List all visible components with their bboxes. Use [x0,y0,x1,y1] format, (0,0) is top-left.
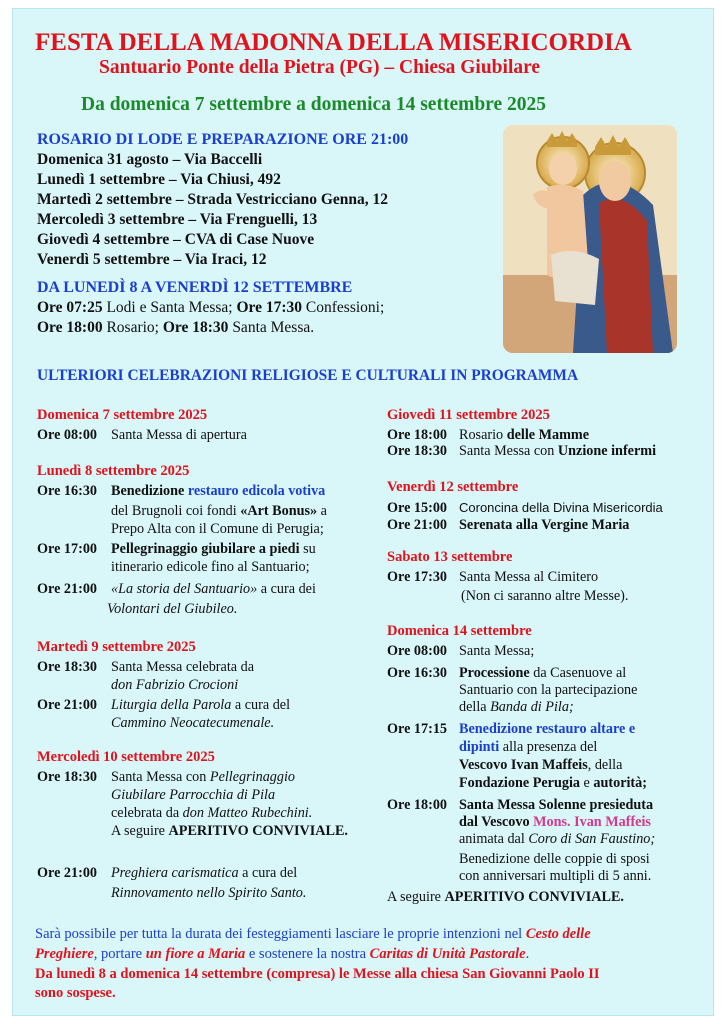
time: Ore 16:30 [387,665,448,681]
event-line: itinerario edicole fino al Santuario; [111,559,310,575]
day-title: Domenica 7 settembre 2025 [37,407,208,423]
event-line: Volontari del Giubileo. [107,601,238,617]
rosario-item: Mercoledì 3 settembre – Via Frenguelli, 13 [37,211,318,228]
time: Ore 17:30 [236,299,303,316]
event-line: dal Vescovo Mons. Ivan Maffeis [459,814,651,830]
day-title: Martedì 9 settembre 2025 [37,639,196,655]
event-line: Rinnovamento nello Spirito Santo. [111,885,307,901]
event-line: A seguire APERITIVO CONVIVIALE. [111,823,348,839]
event-line: Ore 17:15 Benedizione restauro altare e [387,721,636,737]
program-heading: ULTERIORI CELEBRAZIONI RELIGIOSE E CULTURALI IN PROGRAMMA [37,367,579,384]
time: Ore 21:00 [37,865,98,881]
day-title: Lunedì 8 settembre 2025 [37,463,190,479]
weekdays-line-1: Ore 07:25 Lodi e Santa Messa; Ore 17:30 Confessioni; [37,299,385,316]
event-line: Giubilare Parrocchia di Pila [111,787,276,803]
time: Ore 18:30 [387,443,448,459]
event-line: Ore 16:30 Processione da Casenuove al [387,665,627,681]
time: Ore 08:00 [37,427,98,443]
event-line: (Non ci saranno altre Messe). [461,588,629,604]
time: Ore 17:15 [387,721,448,737]
event-line: con anniversari multipli di 5 anni. [459,868,652,884]
event-line: Santuario con la partecipazione [459,682,638,698]
event-line: Benedizione delle coppie di sposi [459,851,650,867]
footer-line-4: sono sospese. [35,985,116,1001]
time: Ore 17:30 [387,569,448,585]
rosario-item: Venerdì 5 settembre – Via Iraci, 12 [37,251,267,268]
event-line: Prepo Alta con il Comune di Perugia; [111,521,324,537]
event-line: Ore 21:00 Liturgia della Parola a cura del [37,697,291,713]
poster [12,8,714,1016]
event-line: Ore 16:30 Benedizione restauro edicola votiva [37,483,326,499]
event-line: Cammino Neocatecumenale. [111,715,275,731]
event-line: della Banda di Pila; [459,699,574,715]
day-title: Domenica 14 settembre [387,623,532,639]
footer-line-3: Da lunedì 8 a domenica 14 settembre (compresa) le Messe alla chiesa San Giovanni Paolo II [35,966,600,982]
event-line: Ore 18:00 Santa Messa Solenne presieduta [387,797,654,813]
event-line: Ore 18:30 Santa Messa con Pellegrinaggio [37,769,296,785]
event-line: Fondazione Perugia e autorità; [459,775,647,791]
rosario-item: Giovedì 4 settembre – CVA di Case Nuove [37,231,315,248]
event-line: Ore 21:00 Serenata alla Vergine Maria [387,517,630,533]
time: Ore 21:00 [37,581,98,597]
time: Ore 17:00 [37,541,98,557]
event-line: A seguire APERITIVO CONVIVIALE. [387,889,624,905]
time: Ore 21:00 [37,697,98,713]
time: Ore 18:00 [37,319,103,336]
event-line: celebrata da don Matteo Rubechini. [111,805,313,821]
event-line: Ore 18:30 Santa Messa con Unzione infermi [387,443,657,459]
rosario-heading: ROSARIO DI LODE E PREPARAZIONE ORE 21:00 [37,131,409,148]
day-title: Giovedì 11 settembre 2025 [387,407,550,423]
festa-title: FESTA DELLA MADONNA DELLA MISERICORDIA [35,29,632,56]
day-title: Venerdì 12 settembre [387,479,519,495]
weekdays-line-2: Ore 18:00 Rosario; Ore 18:30 Santa Messa. [37,319,315,336]
event-line: Vescovo Ivan Maffeis, della [459,757,623,773]
madonna-painting [503,125,677,353]
rosario-item: Martedì 2 settembre – Strada Vestricciano Genna, 12 [37,191,388,208]
time: Ore 18:30 [162,319,229,336]
footer-line-2: Preghiere, portare un fiore a Maria e sostenere la nostra Caritas di Unità Pastorale. [35,946,530,962]
day-title: Mercoledì 10 settembre 2025 [37,749,215,765]
event-line: don Fabrizio Crocioni [111,677,239,693]
time: Ore 21:00 [387,517,448,533]
event-line: Ore 17:30 Santa Messa al Cimitero [387,569,599,585]
rosario-item: Domenica 31 agosto – Via Baccelli [37,151,263,168]
event-line: Ore 18:30 Santa Messa celebrata da [37,659,254,675]
time: Ore 16:30 [37,483,98,499]
event-line: del Brugnoli coi fondi «Art Bonus» a [111,503,327,519]
event-line: Ore 08:00 Santa Messa di apertura [37,427,247,443]
sanctuary-subtitle: Santuario Ponte della Pietra (PG) – Chiesa Giubilare [99,57,541,78]
madonna-child-image [503,125,677,353]
time: Ore 07:25 [37,299,103,316]
event-line: Ore 08:00 Santa Messa; [387,643,535,659]
event-line: Ore 21:00 «La storia del Santuario» a cura dei [37,581,316,597]
footer-line-1: Sarà possibile per tutta la durata dei festeggiamenti lasciare le proprie intenzioni nel Cesto delle [35,926,591,942]
time: Ore 18:00 [387,427,448,443]
event-line: Ore 15:00 Coroncina della Divina Misericordia [387,500,663,516]
day-title: Sabato 13 settembre [387,549,513,565]
time: Ore 18:30 [37,659,98,675]
event-line: dipinti alla presenza del [459,739,598,755]
event-line: Ore 21:00 Preghiera carismatica a cura del [37,865,298,881]
event-line: Ore 18:00 Rosario delle Mamme [387,427,590,443]
rosario-item: Lunedì 1 settembre – Via Chiusi, 492 [37,171,281,188]
festa-dates: Da domenica 7 settembre a domenica 14 settembre 2025 [81,94,547,115]
time: Ore 18:30 [37,769,98,785]
time: Ore 18:00 [387,797,448,813]
time: Ore 15:00 [387,500,448,516]
event-line: Ore 17:00 Pellegrinaggio giubilare a piedi su [37,541,316,557]
weekdays-heading: DA LUNEDÌ 8 A VENERDÌ 12 SETTEMBRE [37,279,353,296]
time: Ore 08:00 [387,643,448,659]
event-line: animata dal Coro di San Faustino; [459,831,656,847]
